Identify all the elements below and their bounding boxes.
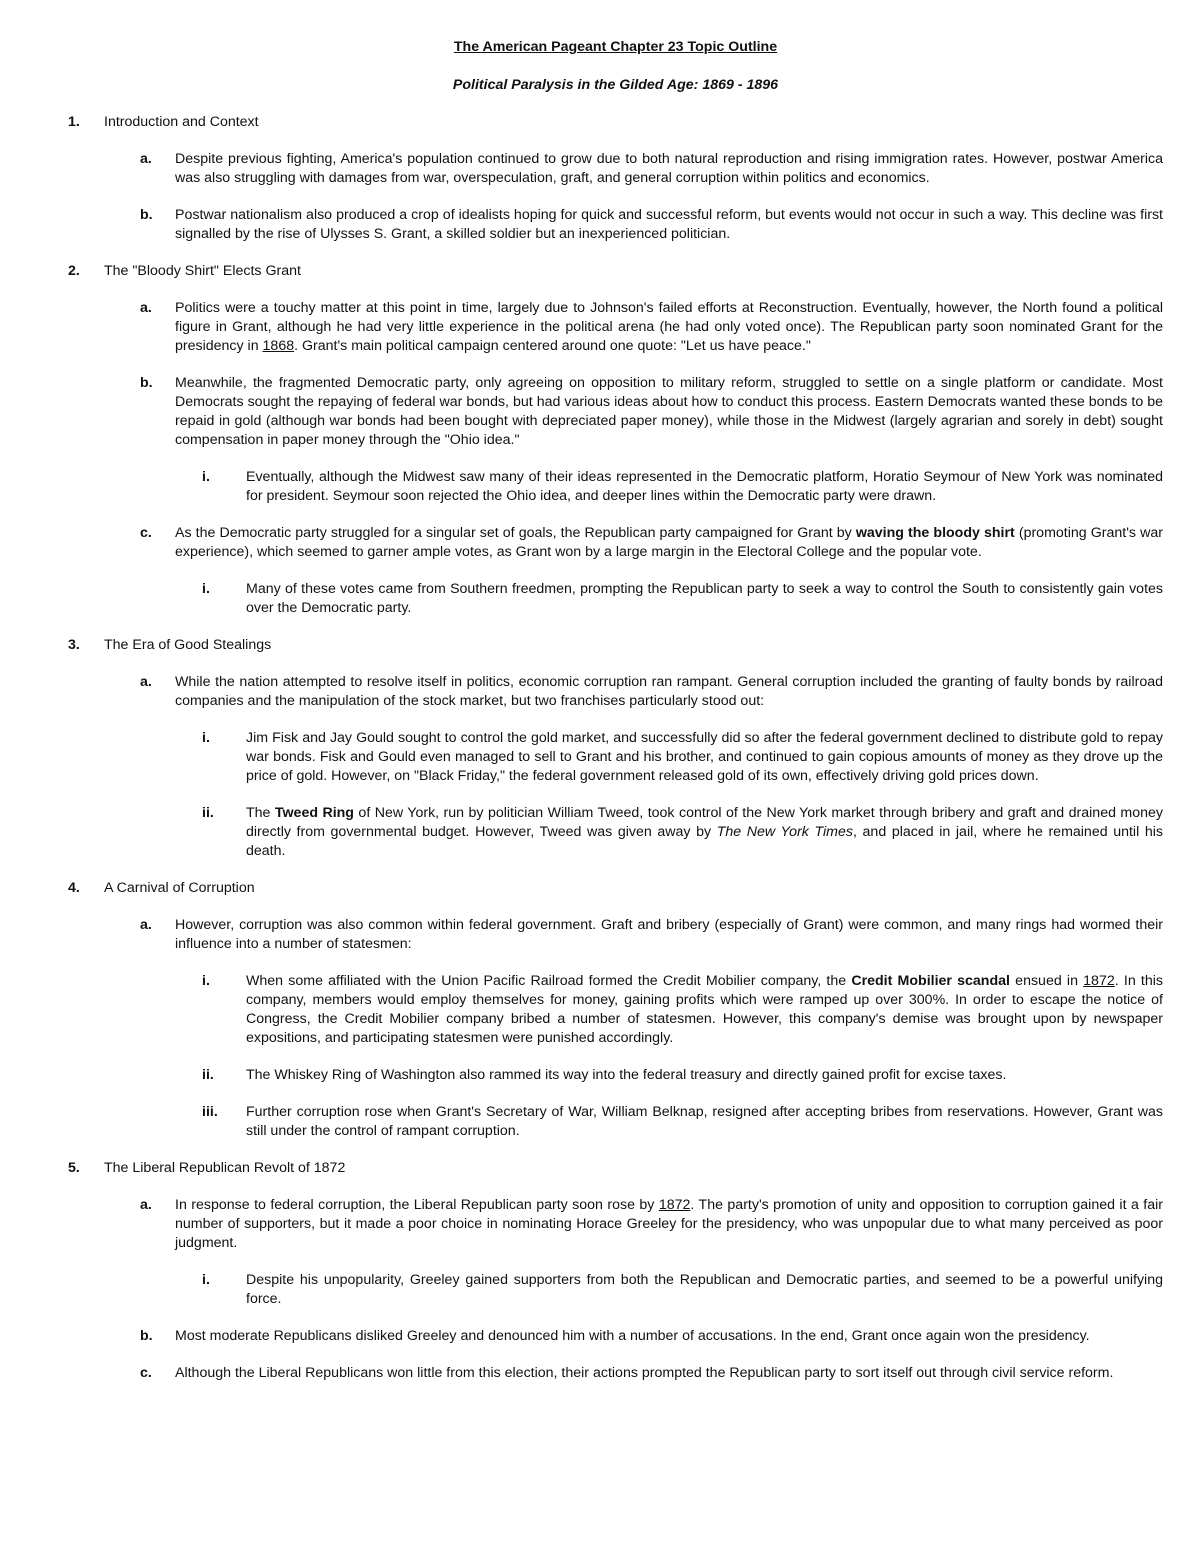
item-letter: a.	[140, 1197, 152, 1213]
item-letter: a.	[140, 300, 152, 316]
subitem-number: i.	[202, 973, 210, 989]
subitem-number: i.	[202, 469, 210, 485]
item-text: Although the Liberal Republicans won little from this election, their actions prompted the Republican party to sort itself out through civil service reform.	[175, 1365, 1114, 1381]
section-number: 3.	[68, 637, 80, 653]
subitem-text: The Whiskey Ring of Washington also rammed its way into the federal treasury and directly gained profit for excise taxes.	[246, 1067, 1007, 1083]
section-number: 4.	[68, 880, 80, 896]
subitem-text: Despite his unpopularity, Greeley gained supporters from both the Republican and Democratic parties, and seemed to be a powerful unifying force.	[246, 1272, 1163, 1307]
text-run: of New York, run by politician William Tweed, took control of the New York market through bribery and graft and drained money directly from governmental budget. However, Tweed was given away by	[246, 805, 1164, 840]
item-text	[175, 1196, 1163, 1253]
document-subtitle: Political Paralysis in the Gilded Age: 1869 - 1896	[452, 77, 779, 93]
item-letter: b.	[140, 207, 153, 223]
outline-item	[140, 1364, 1163, 1383]
text-run: When some affiliated with the Union Pacific Railroad formed the Credit Mobilier company, the	[246, 973, 852, 989]
outline-item	[140, 299, 1163, 356]
outline-item	[140, 673, 1163, 711]
key-term: waving the bloody shirt	[855, 525, 1015, 541]
item-text: Most moderate Republicans disliked Greeley and denounced him with a number of accusations. In the end, Grant once again won the presidency.	[175, 1328, 1090, 1344]
outline-item	[140, 150, 1163, 188]
outline-item	[140, 1196, 1163, 1253]
outline-subitem	[202, 804, 1163, 861]
outline-subitem	[202, 468, 1163, 506]
section-number: 1.	[68, 114, 80, 130]
outline-item	[140, 206, 1163, 244]
item-letter: c.	[140, 525, 152, 541]
section-title: Introduction and Context	[104, 114, 259, 130]
item-letter: a.	[140, 151, 152, 167]
item-text	[175, 299, 1163, 356]
section-3	[68, 636, 1163, 861]
item-text: While the nation attempted to resolve itself in politics, economic corruption ran rampant. General corruption included the granting of faulty bonds by railroad companies and the manipulation of the stock market, but two franchises particularly stood out:	[175, 674, 1163, 709]
text-run: . Grant's main political campaign centered around one quote: "Let us have peace."	[294, 338, 811, 354]
year-link[interactable]: 1868	[262, 338, 295, 354]
subitem-number: ii.	[202, 1067, 214, 1083]
item-letter: a.	[140, 674, 152, 690]
outline-subitem	[202, 1271, 1163, 1309]
outline-subitem	[202, 1066, 1163, 1085]
text-run: , and placed in jail, where he remained until his death.	[246, 824, 1163, 859]
section-title: A Carnival of Corruption	[104, 880, 255, 896]
subitem-text: Further corruption rose when Grant's Secretary of War, William Belknap, resigned after accepting bribes from reservations. However, Grant was still under the control of rampant corruption.	[246, 1104, 1163, 1139]
section-2	[68, 262, 1163, 618]
item-letter: b.	[140, 1328, 153, 1344]
item-text: Meanwhile, the fragmented Democratic party, only agreeing on opposition to military reform, struggled to settle on a single platform or candidate. Most Democrats sought the repaying of federal war bonds, but had various ideas about how to conduct this process. Eastern Democrats wanted these bonds to be repaid in gold (although war bonds had been bought with depreciated paper money), while those in the Midwest (largely agrarian and sorely in debt) sought compensation in paper money through the "Ohio idea."	[175, 375, 1163, 448]
section-1	[68, 113, 1163, 244]
outline-subitem	[202, 972, 1163, 1048]
subitem-text	[246, 972, 1163, 1048]
item-letter: b.	[140, 375, 153, 391]
section-title: The "Bloody Shirt" Elects Grant	[104, 263, 301, 279]
section-number: 2.	[68, 263, 80, 279]
outline-item	[140, 374, 1163, 450]
item-letter: c.	[140, 1365, 152, 1381]
year-link[interactable]: 1872	[658, 1197, 691, 1213]
subitem-number: i.	[202, 581, 210, 597]
text-run: The	[246, 805, 275, 821]
subitem-text: Jim Fisk and Jay Gould sought to control the gold market, and successfully did so after the federal government declined to distribute gold to repay war bonds. Fisk and Gould even managed to sell to Grant and his brother, and continued to gain copious amounts of money as they drove up the price of gold. However, on "Black Friday," the federal government released gold of its own, effectively driving gold prices down.	[246, 730, 1163, 784]
outline-subitem	[202, 729, 1163, 786]
section-5	[68, 1159, 1163, 1383]
text-run: Politics were a touchy matter at this point in time, largely due to Johnson's failed efforts at Reconstruction. Eventually, however, the North found a political figure in Grant, although he had very little experience in the political arena (he had only voted once). The Republican party soon nominated Grant for the presidency in	[175, 300, 1163, 354]
text-run: . In this company, members would employ themselves for money, gaining profits which were ramped up over 300%. In order to escape the notice of Congress, the Credit Mobilier company bribed a number of statesmen. However, this company's demise was brought upon by newspaper expositions, and participating statesmen were punished accordingly.	[246, 973, 1163, 1046]
document-title: The American Pageant Chapter 23 Topic Outline	[453, 39, 778, 55]
subitem-number: i.	[202, 730, 210, 746]
text-run: . The party's promotion of unity and opposition to corruption gained it a fair number of supporters, but it made a poor choice in nominating Horace Greeley for the presidency, who was unpopular due to what many perceived as poor judgment.	[175, 1197, 1163, 1251]
section-4	[68, 879, 1163, 1141]
text-run: In response to federal corruption, the Liberal Republican party soon rose by	[175, 1197, 659, 1213]
section-title: The Era of Good Stealings	[104, 637, 272, 653]
outline-subitem	[202, 1103, 1163, 1141]
text-run: (promoting Grant's war experience), which seemed to garner ample votes, as Grant won by a large margin in the Electoral College and the popular vote.	[175, 525, 1163, 560]
publication-title: The New York Times	[716, 824, 853, 840]
text-run: As the Democratic party struggled for a singular set of goals, the Republican party campaigned for Grant by	[175, 525, 856, 541]
item-text: However, corruption was also common within federal government. Graft and bribery (especially of Grant) were common, and many rings had wormed their influence into a number of statesmen:	[175, 917, 1163, 952]
key-term: Tweed Ring	[274, 805, 354, 821]
outline-item	[140, 1327, 1163, 1346]
text-run: ensued in	[1009, 973, 1084, 989]
outline-item	[140, 916, 1163, 954]
section-title: The Liberal Republican Revolt of 1872	[104, 1160, 346, 1176]
subitem-text: Eventually, although the Midwest saw many of their ideas represented in the Democratic platform, Horatio Seymour of New York was nominated for president. Seymour soon rejected the Ohio idea, and deeper lines within the Democratic party were drawn.	[246, 469, 1163, 504]
year-link[interactable]: 1872	[1083, 973, 1115, 989]
subitem-number: iii.	[202, 1104, 218, 1120]
subitem-text	[246, 804, 1163, 861]
item-letter: a.	[140, 917, 152, 933]
outline-item	[140, 524, 1163, 562]
key-term: Credit Mobilier scandal	[851, 973, 1010, 989]
item-text	[175, 524, 1163, 562]
subitem-text: Many of these votes came from Southern freedmen, prompting the Republican party to seek a way to control the South to consistently gain votes over the Democratic party.	[246, 581, 1163, 616]
subitem-number: ii.	[202, 805, 214, 821]
item-text: Postwar nationalism also produced a crop of idealists hoping for quick and successful reform, but events would not occur in such a way. This decline was first signalled by the rise of Ulysses S. Grant, a skilled soldier but an inexperienced politician.	[175, 207, 1163, 242]
outline-subitem	[202, 580, 1163, 618]
section-number: 5.	[68, 1160, 80, 1176]
subitem-number: i.	[202, 1272, 210, 1288]
item-text: Despite previous fighting, America's population continued to grow due to both natural reproduction and rising immigration rates. However, postwar America was also struggling with damages from war, overspeculation, graft, and general corruption within politics and economics.	[175, 151, 1163, 186]
